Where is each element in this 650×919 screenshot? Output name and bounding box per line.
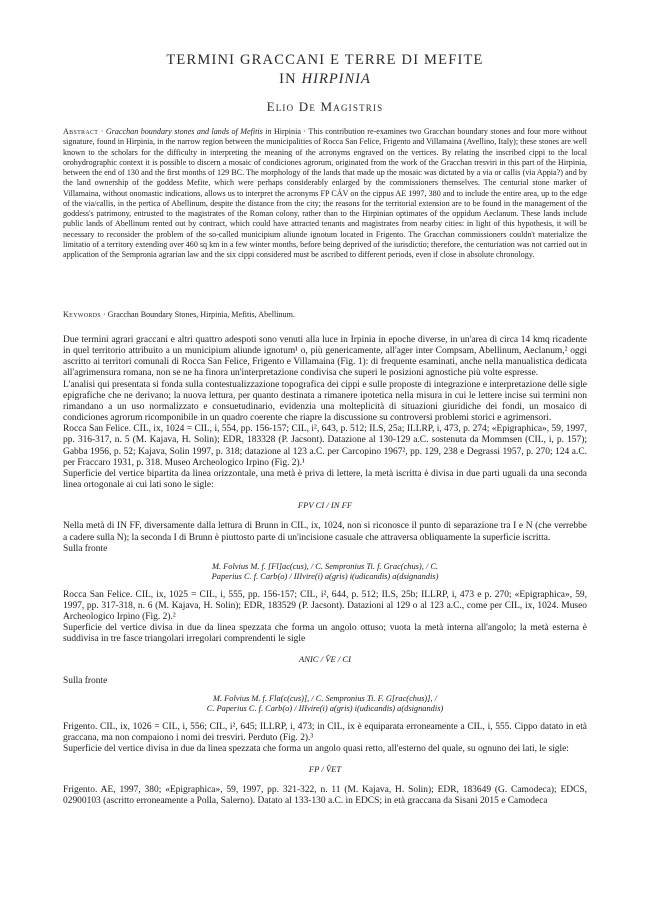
abstract-heading: Gracchan boundary stones and lands of Mefitis in xyxy=(105,127,272,136)
description-1: Superficie del vertice bipartita da linea orizzontale, una metà è priva di lettere, la metà iscritta è divisa in due parti uguali da una seconda linea ortogonale ai cui lati sono le sigle: xyxy=(63,468,587,491)
sigle-2: ANIC / V̂E / CI xyxy=(298,654,352,665)
sigle-3: FP / V̂ET xyxy=(308,764,342,774)
article-title-line1: TERMINI GRACCANI E TERRE DI MEFITE xyxy=(166,52,484,68)
front-label-2: Sulla fronte xyxy=(63,675,108,686)
catalogue-entry-4: Frigento. AE, 1997, 380; «Epigraphica», 59, 1997, pp. 321-322, n. 11 (M. Kajava, H. Solin); EDR, 183649 (G. Camodeca); EDCS, 02900103 (ascritto erroneamente a Polla, Salerno). Datato al 133-130 a.C. in EDCS; in età graccana da Sisani 2015 e Camodeca xyxy=(63,785,587,807)
title-region: HIRPINIA xyxy=(301,71,371,87)
keywords xyxy=(63,310,587,320)
abstract-label: Abstract xyxy=(63,127,99,136)
description-2: Superficie del vertice divisa in due da linea spezzata che forma un angolo ottuso; vuota la metà interna all'angolo; la metà esterna è suddivisa in tre fasce triangolari irregolari comprendenti le sigle xyxy=(63,623,587,645)
catalogue-entry-3: Frigento. CIL, ix, 1026 = CIL, i, 556; CIL, i², 645; ILLRP, i, 473; in CIL, ix è equiparata erroneamente a CIL, i, 555. Cippo datato in età graccana, ma non compaiono i nomi dei tresviri. Perduto (Fig. 2).³ xyxy=(63,721,587,743)
description-3: Superficie del vertice divisa in due da linea spezzata che forma un angolo quasi retto, all'esterno del quale, su ognuno dei lati, le sigle: xyxy=(63,743,569,754)
front-label-1: Sulla fronte xyxy=(63,543,108,554)
abstract xyxy=(63,127,587,260)
abstract-sep: · xyxy=(98,127,106,136)
keywords-label: Keywords xyxy=(63,310,101,319)
article-title-line2 xyxy=(0,71,650,88)
article-body xyxy=(63,335,587,807)
body-paragraph-1: Due termini agrari graccani e altri quattro adespoti sono venuti alla luce in Irpinia in epoche diverse, in un'area di circa 14 kmq ricadente in quel territorio attribuito a un municipium aliunde ignotum¹ o, più genericamente, all'ager inter Compsam, Abellinum, Aeclanum,² oggi ascritto ai territori comunali di Rocca San Felice, Frigento e Villamaina (Fig. 1): di frequente esaminati, anche nella manualistica dedicata all'agrimensura romana, non se ne ha finora un'interpretazione condivisa che superi le posizioni agnostiche più volte espresse. xyxy=(63,335,587,379)
front-inscription-2-line2: C. Paperius C. f. Carb(o) / IIIvire(i) a(gris) i(udicandis) a(dsignandis) xyxy=(206,704,444,714)
catalogue-entry-1: Rocca San Felice. CIL, ix, 1024 = CIL, i, 554, pp. 156-157; CIL, i², 643, p. 512; ILS, 25a; ILLRP, i, 473, p. 274; «Epigraphica», 59, 1997, pp. 316-317, n. 5 (M. Kajava, H. Solin); EDR, 183328 (P. Jacsont). Datazione al 130-129 a.C. sostenuta da Mommsen (CIL, i, p. 157); Gabba 1956, p. 52; Kajava, Solin 1997, p. 318; datazione al 123 a.C. per Carcopino 1967², pp. 129, 238 e Degrassi 1957, p. 270; 124 a.C. per Fraccaro 1931, p. 318. Museo Archeologico Irpino (Fig. 2).¹ xyxy=(63,424,587,468)
front-inscription-2-line1: M. Folvius M. f. Fla(c(cus)], / C. Sempronius Ti. F. G[rac(chus)], / xyxy=(212,693,437,703)
abstract-text: · This contribution re-examines two Gracchan boundary stones and four more without signature, found in Hirpinia, in the narrow region between the municipalities of Rocca San Felice, Frigento and Villamaina (Avellino, Italy); these stones are well known to the scholars for the difficulty in interpreting the meaning of the acronyms engraved on the vertices. By relating the inscribed cippi to the local orohydrographic context it is possible to discern a mosaic of condiciones agrorum, originated from the work of the Gracchan tresviri in this part of the Hirpinia, between the end of 130 and the first months of 129 BC. The morphology of the lands that made up the mosaic was dictated by a via or callis (via Appia?) and by the land ownership of the goddess Mefite, which were perhaps considerably enlarged by the commissioners themselves. The centurial stone marker of Villamaina, without onomastic indications, allows us to interpret the acronyms FP CÁV on the cippus AE 1997, 380 and to include the entire area, up to the edge of the via/callis, in the pertica of Abellinum, despite the distance from the city; the reasons for the territorial extension are to be found in the management of the goddess's patrimony, entrusted to the magistrates of the Roman colony, rather than to the Hirpinian optimates of the oppidum Aeclanum. These lands include public lands of Abellinum rented out by contract, which could have attracted tenants and magistrates from nearby cities: in light of this hypothesis, it will be necessary to reconsider the problem of the so-called municipium aliunde ignotum located in Frigento. The Gracchan commissioners couldn't materialize the limitatio of a territory extending over 460 sq km in a few winter months, before being deprived of the iurisdictio; therefore, the centuriation was not carried out in application of the Sempronia agrarian law and the six cippi considered must be ascribed to different periods, even if close in absolute chronology. xyxy=(63,127,587,259)
front-inscription-1-line2: Paperius C. f. Carb(o) / IIIvire(i) a(gris) i(udicandis) a(dsignandis) xyxy=(211,572,439,582)
body-paragraph-5: Nella metà di IN FF, diversamente dalla lettura di Brunn in CIL, ix, 1024, non si riconosce il punto di separazione tra I e N (che verrebbe a cadere sulla N); la seconda I di Brunn è piuttosto parte di un'incisione casuale che attraversa obliquamente la superficie iscritta. xyxy=(63,521,587,543)
title-prefix: IN xyxy=(279,71,302,87)
body-paragraph-2: L'analisi qui presentata si fonda sulla contestualizzazione topografica dei cippi e sulle proposte di integrazione e interpretazione delle sigle epigrafiche che ne derivano; la nuova lettura, per quanto destinata a rimanere ipotetica nella misura in cui le lettere incise sui termini non rimandano a un uso normalizzato e consuetudinario, evidenzia una molteplicità di situazioni giuridiche dei fondi, un mosaico di condiciones agrorum ricomponibile in un quadro coerente che riapre la discussione su controversi problemi storici e agrimensori. xyxy=(63,379,587,424)
sigle-1: FPV CI / IN FF xyxy=(297,500,353,511)
front-inscription-1-line1: M. Folvius M. f. [Fl]ac(cus), / C. Sempronius Ti. f. Grac(chus), / C. xyxy=(211,561,439,571)
keywords-text: · Gracchan Boundary Stones, Hirpinia, Mefitis, Abellinum. xyxy=(100,310,295,319)
abstract-heading-rest: Hirpinia xyxy=(271,127,301,136)
author-name: Elio De Magistris xyxy=(266,99,384,114)
catalogue-entry-2: Rocca San Felice. CIL, ix, 1025 = CIL, i, 555, pp. 156-157; CIL, i², 644, p. 512; ILS, 25b; ILLRP, i, 473 e p. 270; «Epigraphica», 59, 1997, pp. 317-318, n. 6 (M. Kajava, H. Solin); EDR, 183529 (P. Jacsont). Datazioni al 129 o al 123 a.C., come per CIL, ix, 1024. Museo Archeologico Irpino (Fig. 2).² xyxy=(63,589,587,622)
